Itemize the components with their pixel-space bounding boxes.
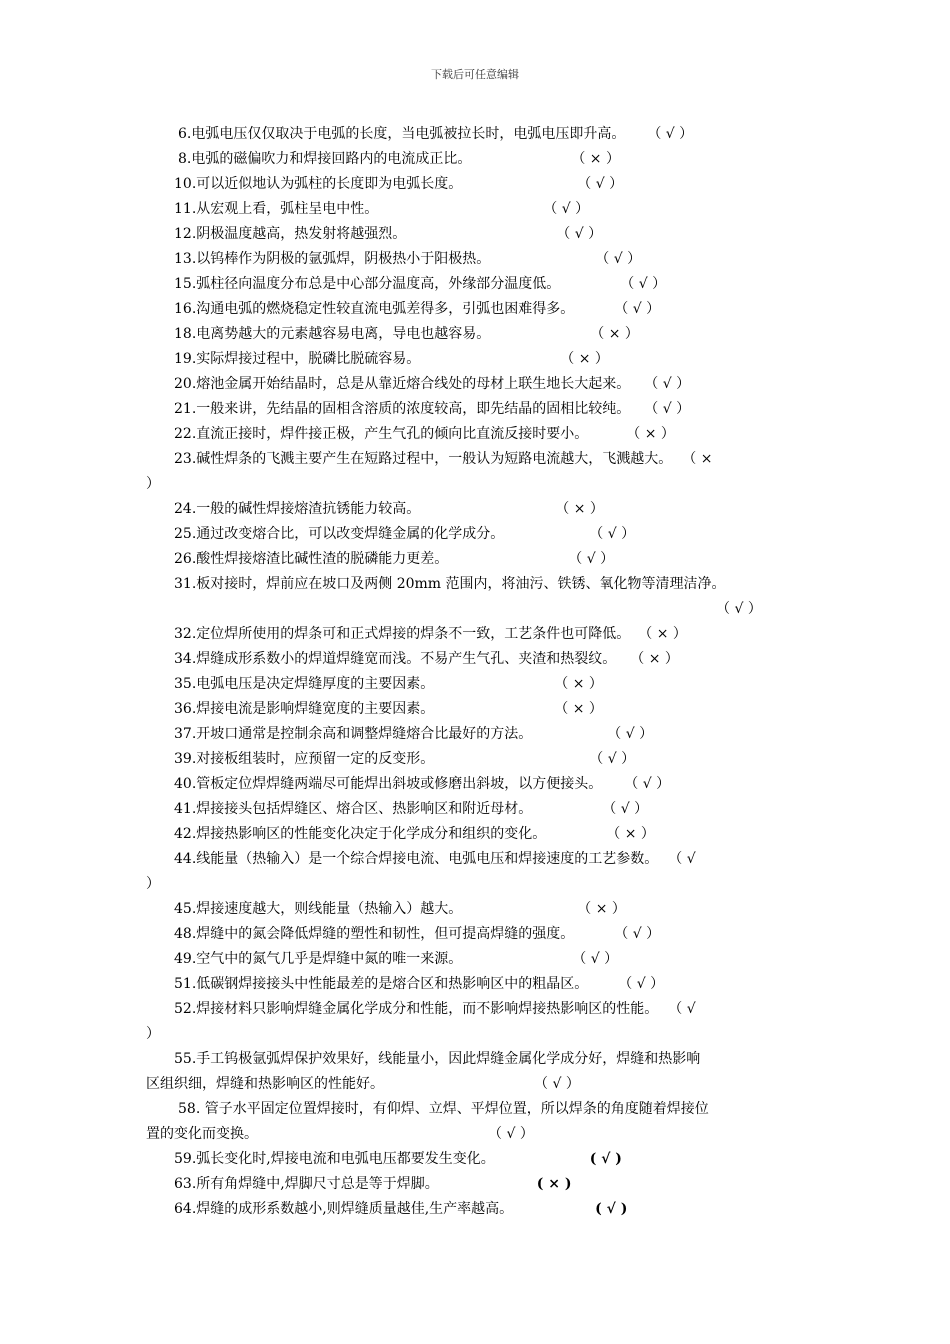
answer-mark-end: ）	[146, 476, 160, 492]
question-text: 58. 管子水平固定位置焊接时，有仰焊、立焊、平焊位置，所以焊条的角度随着焊接位	[178, 1101, 709, 1117]
list-item	[146, 622, 822, 647]
question-text: 16.沟通电弧的燃烧稳定性较直流电弧差得多，引弧也困难得多。	[174, 301, 575, 317]
list-item	[146, 522, 822, 547]
answer-mark: （ √ ）	[556, 226, 603, 242]
list-item	[146, 1147, 822, 1172]
list-item-continuation	[146, 1022, 822, 1047]
question-text-cont: 置的变化而变换。	[146, 1126, 258, 1142]
list-item	[146, 222, 822, 247]
answer-mark-end: ）	[146, 876, 160, 892]
list-item	[146, 197, 822, 222]
list-item	[146, 722, 822, 747]
answer-mark: （ × ）	[571, 151, 620, 167]
list-item	[146, 497, 822, 522]
question-text: 35.电弧电压是决定焊缝厚度的主要因素。	[174, 676, 435, 692]
question-text: 31.板对接时，焊前应在坡口及两侧 20mm 范围内，将油污、铁锈、氧化物等清理洁净。	[174, 576, 726, 592]
question-text: 49.空气中的氮气几乎是焊缝中氮的唯一来源。	[174, 951, 463, 967]
question-text: 64.焊缝的成形系数越小,则焊缝质量越佳,生产率越高。	[174, 1201, 514, 1217]
list-item	[146, 1097, 822, 1122]
question-text: 52.焊接材料只影响焊缝金属化学成分和性能，而不影响焊接热影响区的性能。	[174, 1001, 659, 1017]
answer-mark: （ √ ）	[543, 201, 590, 217]
list-item	[146, 397, 822, 422]
answer-mark: （ × ）	[630, 651, 679, 667]
answer-mark: （ √ ）	[607, 726, 654, 742]
question-text: 13.以钨棒作为阴极的氩弧焊，阴极热小于阳极热。	[174, 251, 491, 267]
question-text: 25.通过改变熔合比，可以改变焊缝金属的化学成分。	[174, 526, 505, 542]
answer-mark: （ × ）	[560, 351, 609, 367]
list-item	[146, 797, 822, 822]
list-item	[146, 897, 822, 922]
list-item	[146, 297, 822, 322]
list-item	[146, 1172, 822, 1197]
list-item	[146, 747, 822, 772]
answer-mark: （ √	[668, 851, 696, 867]
question-text: 42.焊接热影响区的性能变化决定于化学成分和组织的变化。	[174, 826, 547, 842]
list-item-continuation	[146, 1122, 822, 1147]
question-text-cont: 区组织细，焊缝和热影响区的性能好。	[146, 1076, 384, 1092]
answer-mark: （ × ）	[554, 701, 603, 717]
list-item	[146, 947, 822, 972]
question-text: 36.焊接电流是影响焊缝宽度的主要因素。	[174, 701, 435, 717]
answer-mark: ( √ )	[589, 1151, 622, 1167]
list-item	[146, 822, 822, 847]
question-text: 26.酸性焊接熔渣比碱性渣的脱磷能力更差。	[174, 551, 449, 567]
question-text: 40.管板定位焊焊缝两端尽可能焊出斜坡或修磨出斜坡，以方便接头。	[174, 776, 603, 792]
list-item	[146, 347, 822, 372]
question-text: 34.焊缝成形系数小的焊道焊缝宽而浅。不易产生气孔、夹渣和热裂纹。	[174, 651, 617, 667]
answer-mark: （ ×	[682, 451, 713, 467]
list-item-continuation	[146, 472, 822, 497]
answer-mark: （ √ ）	[602, 801, 649, 817]
question-text: 6.电弧电压仅仅取决于电弧的长度，当电弧被拉长时，电弧电压即升高。	[178, 126, 626, 142]
question-text: 63.所有角焊缝中,焊脚尺寸总是等于焊脚。	[174, 1176, 439, 1192]
list-item	[146, 972, 822, 997]
question-text: 24.一般的碱性焊接熔渣抗锈能力较高。	[174, 501, 421, 517]
list-item-continuation	[146, 597, 822, 622]
question-text: 19.实际焊接过程中，脱磷比脱硫容易。	[174, 351, 421, 367]
answer-mark: （ √ ）	[644, 401, 691, 417]
list-item	[146, 322, 822, 347]
answer-mark: （ √ ）	[614, 926, 661, 942]
answer-mark: （ √ ）	[647, 126, 694, 142]
answer-mark: （ × ）	[626, 426, 675, 442]
list-item	[146, 247, 822, 272]
question-text: 44.线能量（热输入）是一个综合焊接电流、电弧电压和焊接速度的工艺参数。	[174, 851, 659, 867]
question-text: 41.焊接接头包括焊缝区、熔合区、热影响区和附近母材。	[174, 801, 533, 817]
list-item	[146, 447, 822, 472]
question-text: 21.一般来讲，先结晶的固相含溶质的浓度较高，即先结晶的固相比较纯。	[174, 401, 631, 417]
question-text: 11.从宏观上看，弧柱呈电中性。	[174, 201, 379, 217]
answer-mark: （ √ ）	[577, 176, 624, 192]
answer-mark: （ √ ）	[644, 376, 691, 392]
question-text: 12.阴极温度越高，热发射将越强烈。	[174, 226, 407, 242]
answer-mark: （ √ ）	[624, 776, 671, 792]
answer-mark: （ × ）	[554, 676, 603, 692]
answer-mark: （ √ ）	[595, 251, 642, 267]
question-text: 45.焊接速度越大，则线能量（热输入）越大。	[174, 901, 463, 917]
answer-mark: （ √ ）	[614, 301, 661, 317]
answer-mark: （ × ）	[590, 326, 639, 342]
answer-mark: （ √ ）	[488, 1126, 534, 1142]
answer-mark: （ × ）	[638, 626, 687, 642]
answer-mark: （ √ ）	[618, 976, 665, 992]
question-text: 48.焊缝中的氮会降低焊缝的塑性和韧性，但可提高焊缝的强度。	[174, 926, 575, 942]
question-list	[146, 122, 822, 1222]
list-item	[146, 922, 822, 947]
answer-mark: ( √ )	[595, 1201, 628, 1217]
answer-mark: （ √	[668, 1001, 696, 1017]
list-item	[146, 147, 822, 172]
answer-mark: （ × ）	[577, 901, 626, 917]
answer-mark: （ √ ）	[534, 1076, 580, 1092]
list-item	[146, 697, 822, 722]
answer-mark: ( × )	[536, 1176, 572, 1192]
question-text: 23.碱性焊条的飞溅主要产生在短路过程中，一般认为短路电流越大，飞溅越大。	[174, 451, 673, 467]
answer-mark: （ √ ）	[568, 551, 615, 567]
answer-mark-end: ）	[146, 1026, 160, 1042]
answer-mark: （ √ ）	[572, 951, 619, 967]
question-text: 10.可以近似地认为弧柱的长度即为电弧长度。	[174, 176, 463, 192]
question-text: 59.弧长变化时,焊接电流和电弧电压都要发生变化。	[174, 1151, 495, 1167]
question-text: 32.定位焊所使用的焊条可和正式焊接的焊条不一致，工艺条件也可降低。	[174, 626, 631, 642]
question-text: 51.低碳钢焊接接头中性能最差的是熔合区和热影响区中的粗晶区。	[174, 976, 589, 992]
question-text: 20.熔池金属开始结晶时，总是从靠近熔合线处的母材上联生地长大起来。	[174, 376, 631, 392]
list-item	[146, 997, 822, 1022]
answer-mark: （ √ ）	[589, 751, 636, 767]
list-item	[146, 547, 822, 572]
question-text: 18.电离势越大的元素越容易电离，导电也越容易。	[174, 326, 491, 342]
list-item	[146, 847, 822, 872]
list-item	[146, 1047, 822, 1072]
list-item	[146, 172, 822, 197]
list-item	[146, 272, 822, 297]
list-item	[146, 122, 822, 147]
question-text: 22.直流正接时，焊件接正极，产生气孔的倾向比直流反接时要小。	[174, 426, 589, 442]
answer-mark: （ × ）	[555, 501, 604, 517]
question-text: 8.电弧的磁偏吹力和焊接回路内的电流成正比。	[178, 151, 472, 167]
list-item-continuation	[146, 1072, 822, 1097]
list-item-continuation	[146, 872, 822, 897]
answer-mark: （ √ ）	[589, 526, 636, 542]
list-item	[146, 572, 822, 597]
question-text: 39.对接板组装时，应预留一定的反变形。	[174, 751, 435, 767]
question-text: 37.开坡口通常是控制余高和调整焊缝熔合比最好的方法。	[174, 726, 533, 742]
list-item	[146, 772, 822, 797]
list-item	[146, 1197, 822, 1222]
answer-mark: （ × ）	[606, 826, 655, 842]
page-header: 下载后可任意编辑	[431, 68, 519, 81]
list-item	[146, 422, 822, 447]
list-item	[146, 372, 822, 397]
list-item	[146, 647, 822, 672]
list-item	[146, 672, 822, 697]
answer-mark: （ √ ）	[716, 601, 762, 617]
question-text: 55.手工钨极氩弧焊保护效果好，线能量小，因此焊缝金属化学成分好，焊缝和热影响	[174, 1051, 701, 1067]
answer-mark: （ √ ）	[620, 276, 667, 292]
question-text: 15.弧柱径向温度分布总是中心部分温度高，外缘部分温度低。	[174, 276, 561, 292]
